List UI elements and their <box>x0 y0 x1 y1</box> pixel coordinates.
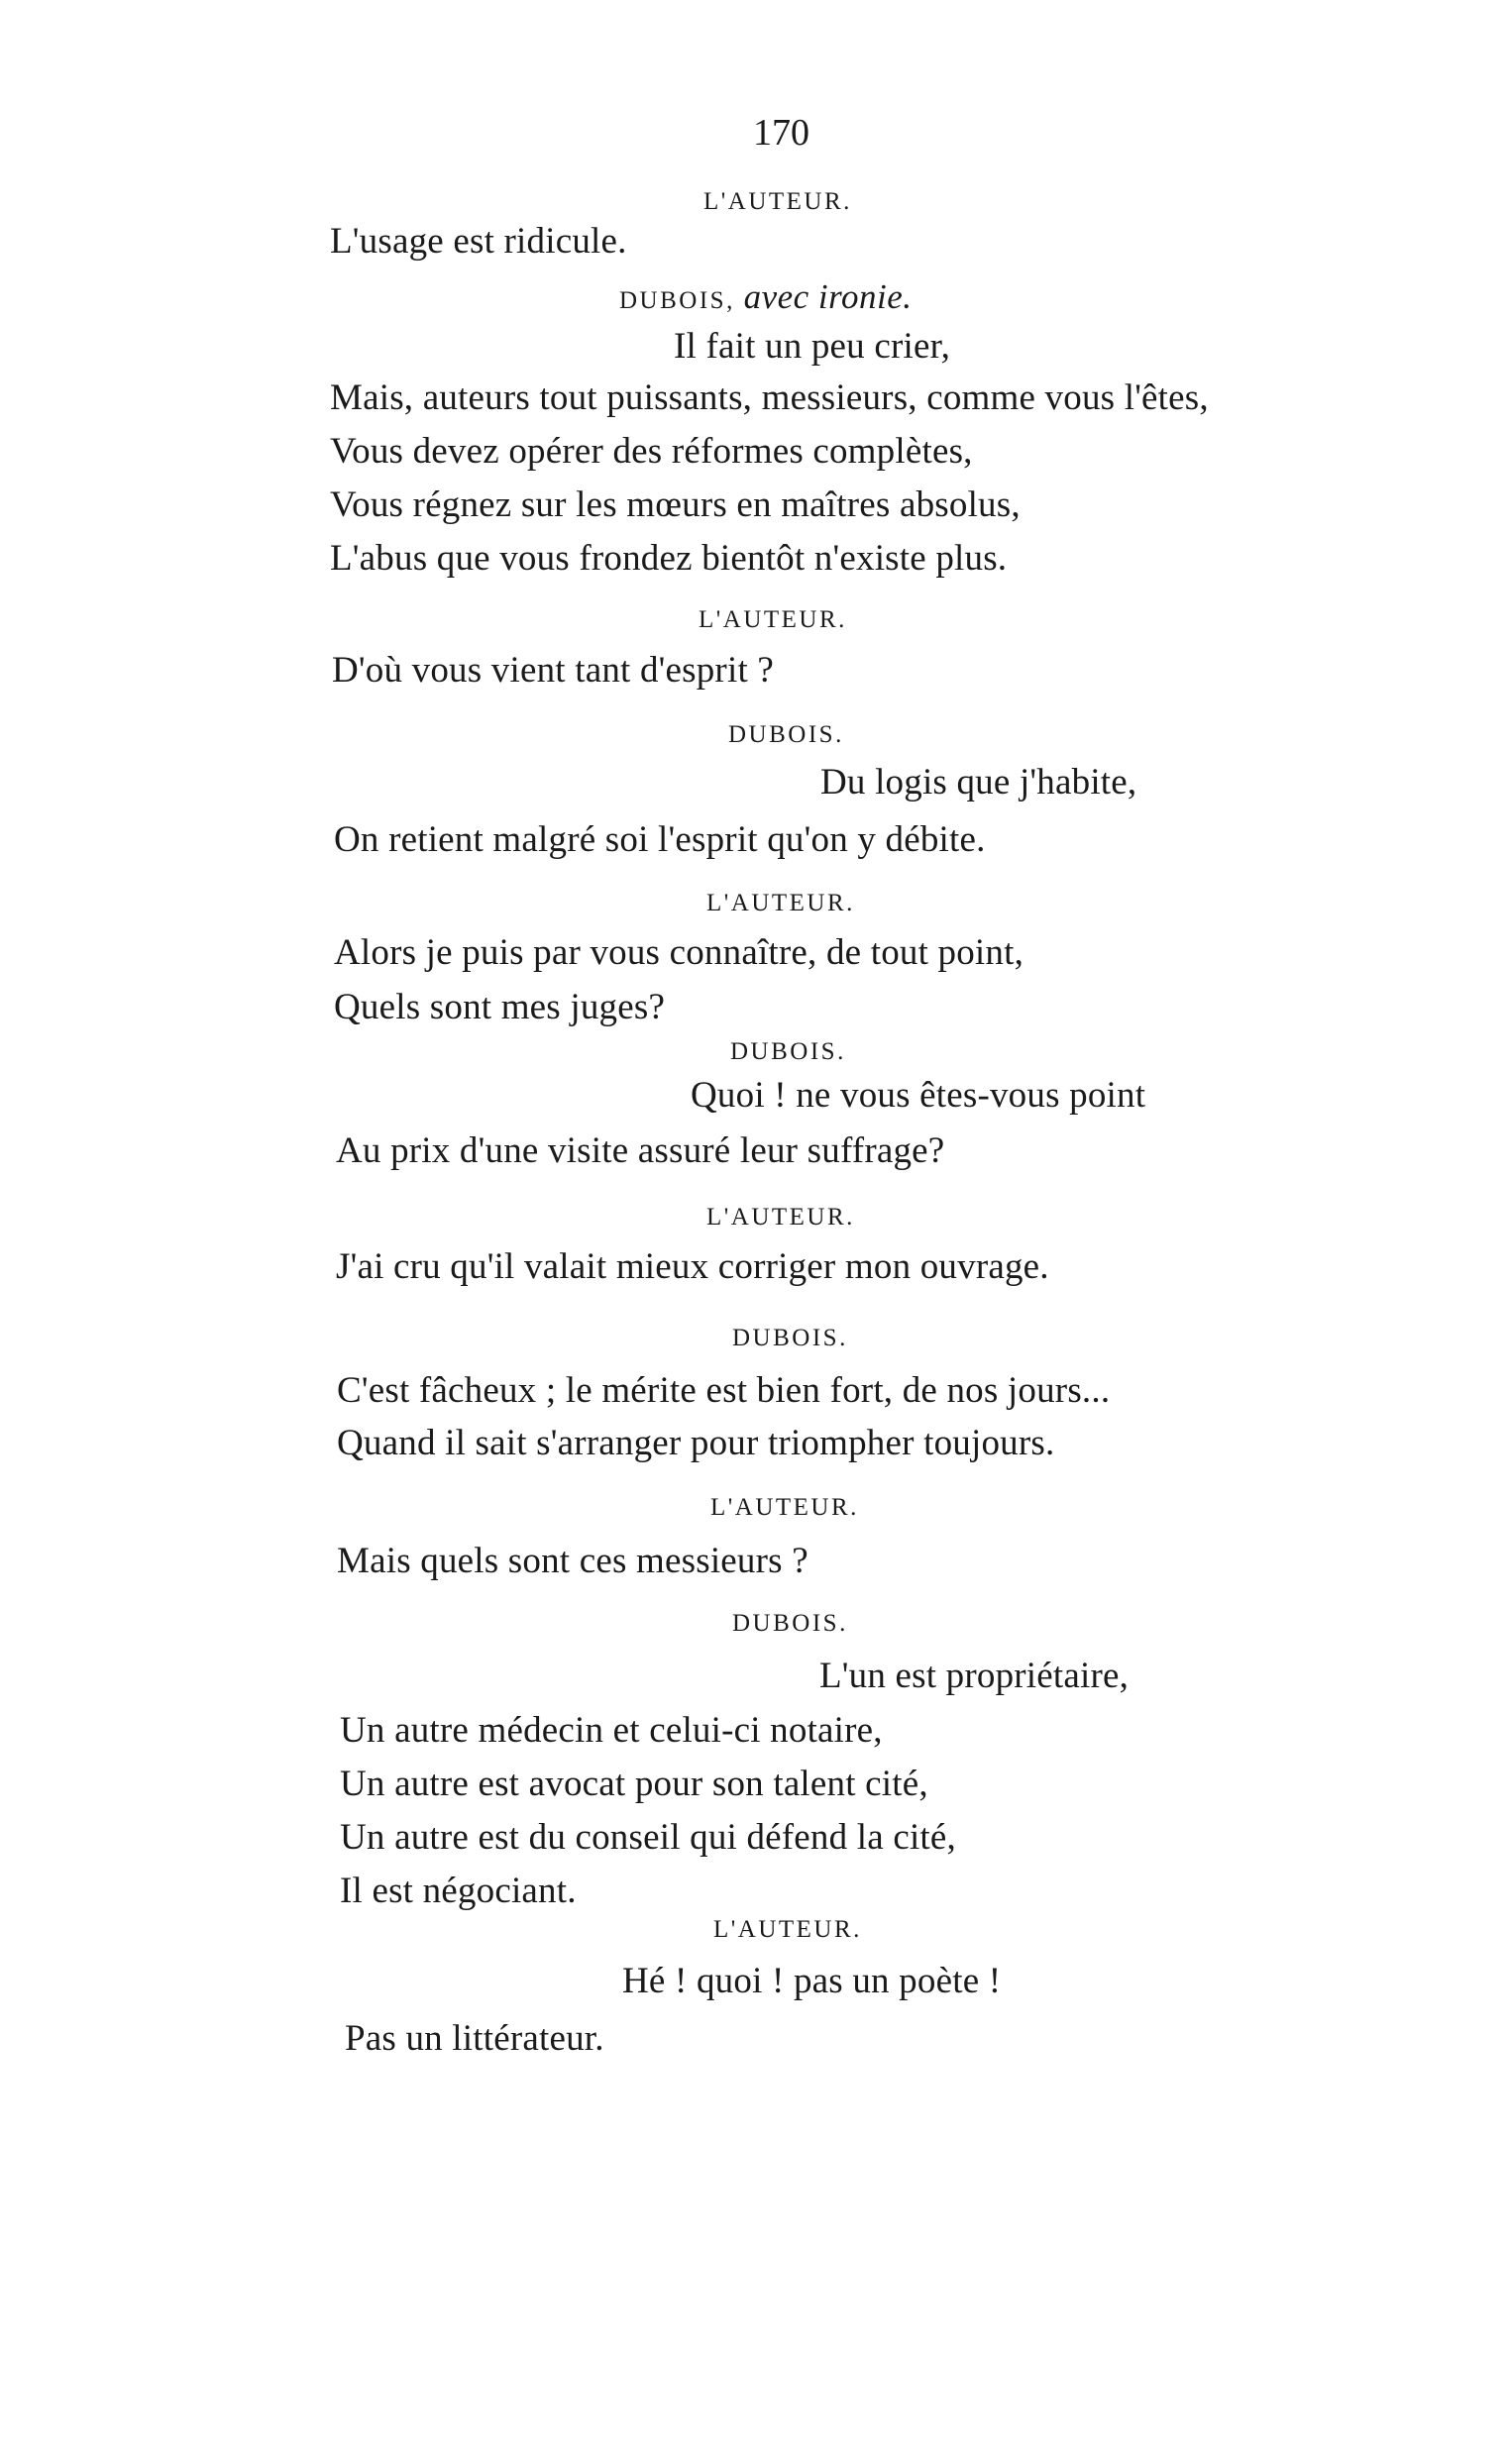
verse-line: L'abus que vous frondez bientôt n'existe plus. <box>330 538 1008 579</box>
verse-line: D'où vous vient tant d'esprit ? <box>332 650 774 691</box>
speaker-name: DUBOIS. <box>732 1610 848 1637</box>
speaker-name <box>619 277 913 317</box>
verse-line: Au prix d'une visite assuré leur suffrage? <box>336 1130 945 1171</box>
verse-line: Mais, auteurs tout puissants, messieurs, comme vous l'êtes, <box>330 377 1209 418</box>
page-number: 170 <box>753 112 809 154</box>
speaker-name: DUBOIS. <box>730 1038 846 1065</box>
speaker-name-text: DUBOIS, <box>619 287 735 314</box>
verse-line: L'usage est ridicule. <box>330 221 627 262</box>
speaker-name: DUBOIS. <box>732 1325 848 1351</box>
verse-line: Du logis que j'habite, <box>820 762 1137 803</box>
verse-line: L'un est propriétaire, <box>819 1656 1130 1696</box>
speaker-name: L'AUTEUR. <box>699 606 847 633</box>
verse-line: On retient malgré soi l'esprit qu'on y débite. <box>334 819 986 860</box>
verse-line: Quand il sait s'arranger pour triompher toujours. <box>337 1423 1055 1463</box>
speaker-name: L'AUTEUR. <box>706 890 855 916</box>
speaker-name: L'AUTEUR. <box>710 1494 859 1521</box>
verse-line: Il est négociant. <box>340 1871 577 1911</box>
verse-line: C'est fâcheux ; le mérite est bien fort, de nos jours... <box>337 1370 1111 1411</box>
verse-line: Un autre est avocat pour son talent cité, <box>340 1764 928 1804</box>
verse-line: Quoi ! ne vous êtes-vous point <box>691 1075 1146 1116</box>
verse-line: Pas un littérateur. <box>345 2018 604 2059</box>
verse-line: Quels sont mes juges? <box>334 987 666 1027</box>
verse-line: J'ai cru qu'il valait mieux corriger mon ouvrage. <box>336 1246 1049 1287</box>
speaker-name: L'AUTEUR. <box>706 1204 855 1231</box>
verse-line: Il fait un peu crier, <box>674 326 951 367</box>
speaker-name: L'AUTEUR. <box>703 188 852 215</box>
verse-line: Hé ! quoi ! pas un poète ! <box>622 1961 1002 2001</box>
verse-line: Vous devez opérer des réformes complètes, <box>330 431 973 472</box>
stage-direction: avec ironie. <box>743 277 913 316</box>
verse-line: Alors je puis par vous connaître, de tout point, <box>334 932 1024 973</box>
verse-line: Un autre médecin et celui-ci notaire, <box>340 1710 883 1751</box>
speaker-name: L'AUTEUR. <box>713 1916 862 1943</box>
speaker-name: DUBOIS. <box>728 721 844 748</box>
verse-line: Un autre est du conseil qui défend la cité, <box>340 1817 956 1858</box>
verse-line: Vous régnez sur les mœurs en maîtres absolus, <box>330 484 1021 525</box>
verse-line: Mais quels sont ces messieurs ? <box>337 1541 808 1581</box>
